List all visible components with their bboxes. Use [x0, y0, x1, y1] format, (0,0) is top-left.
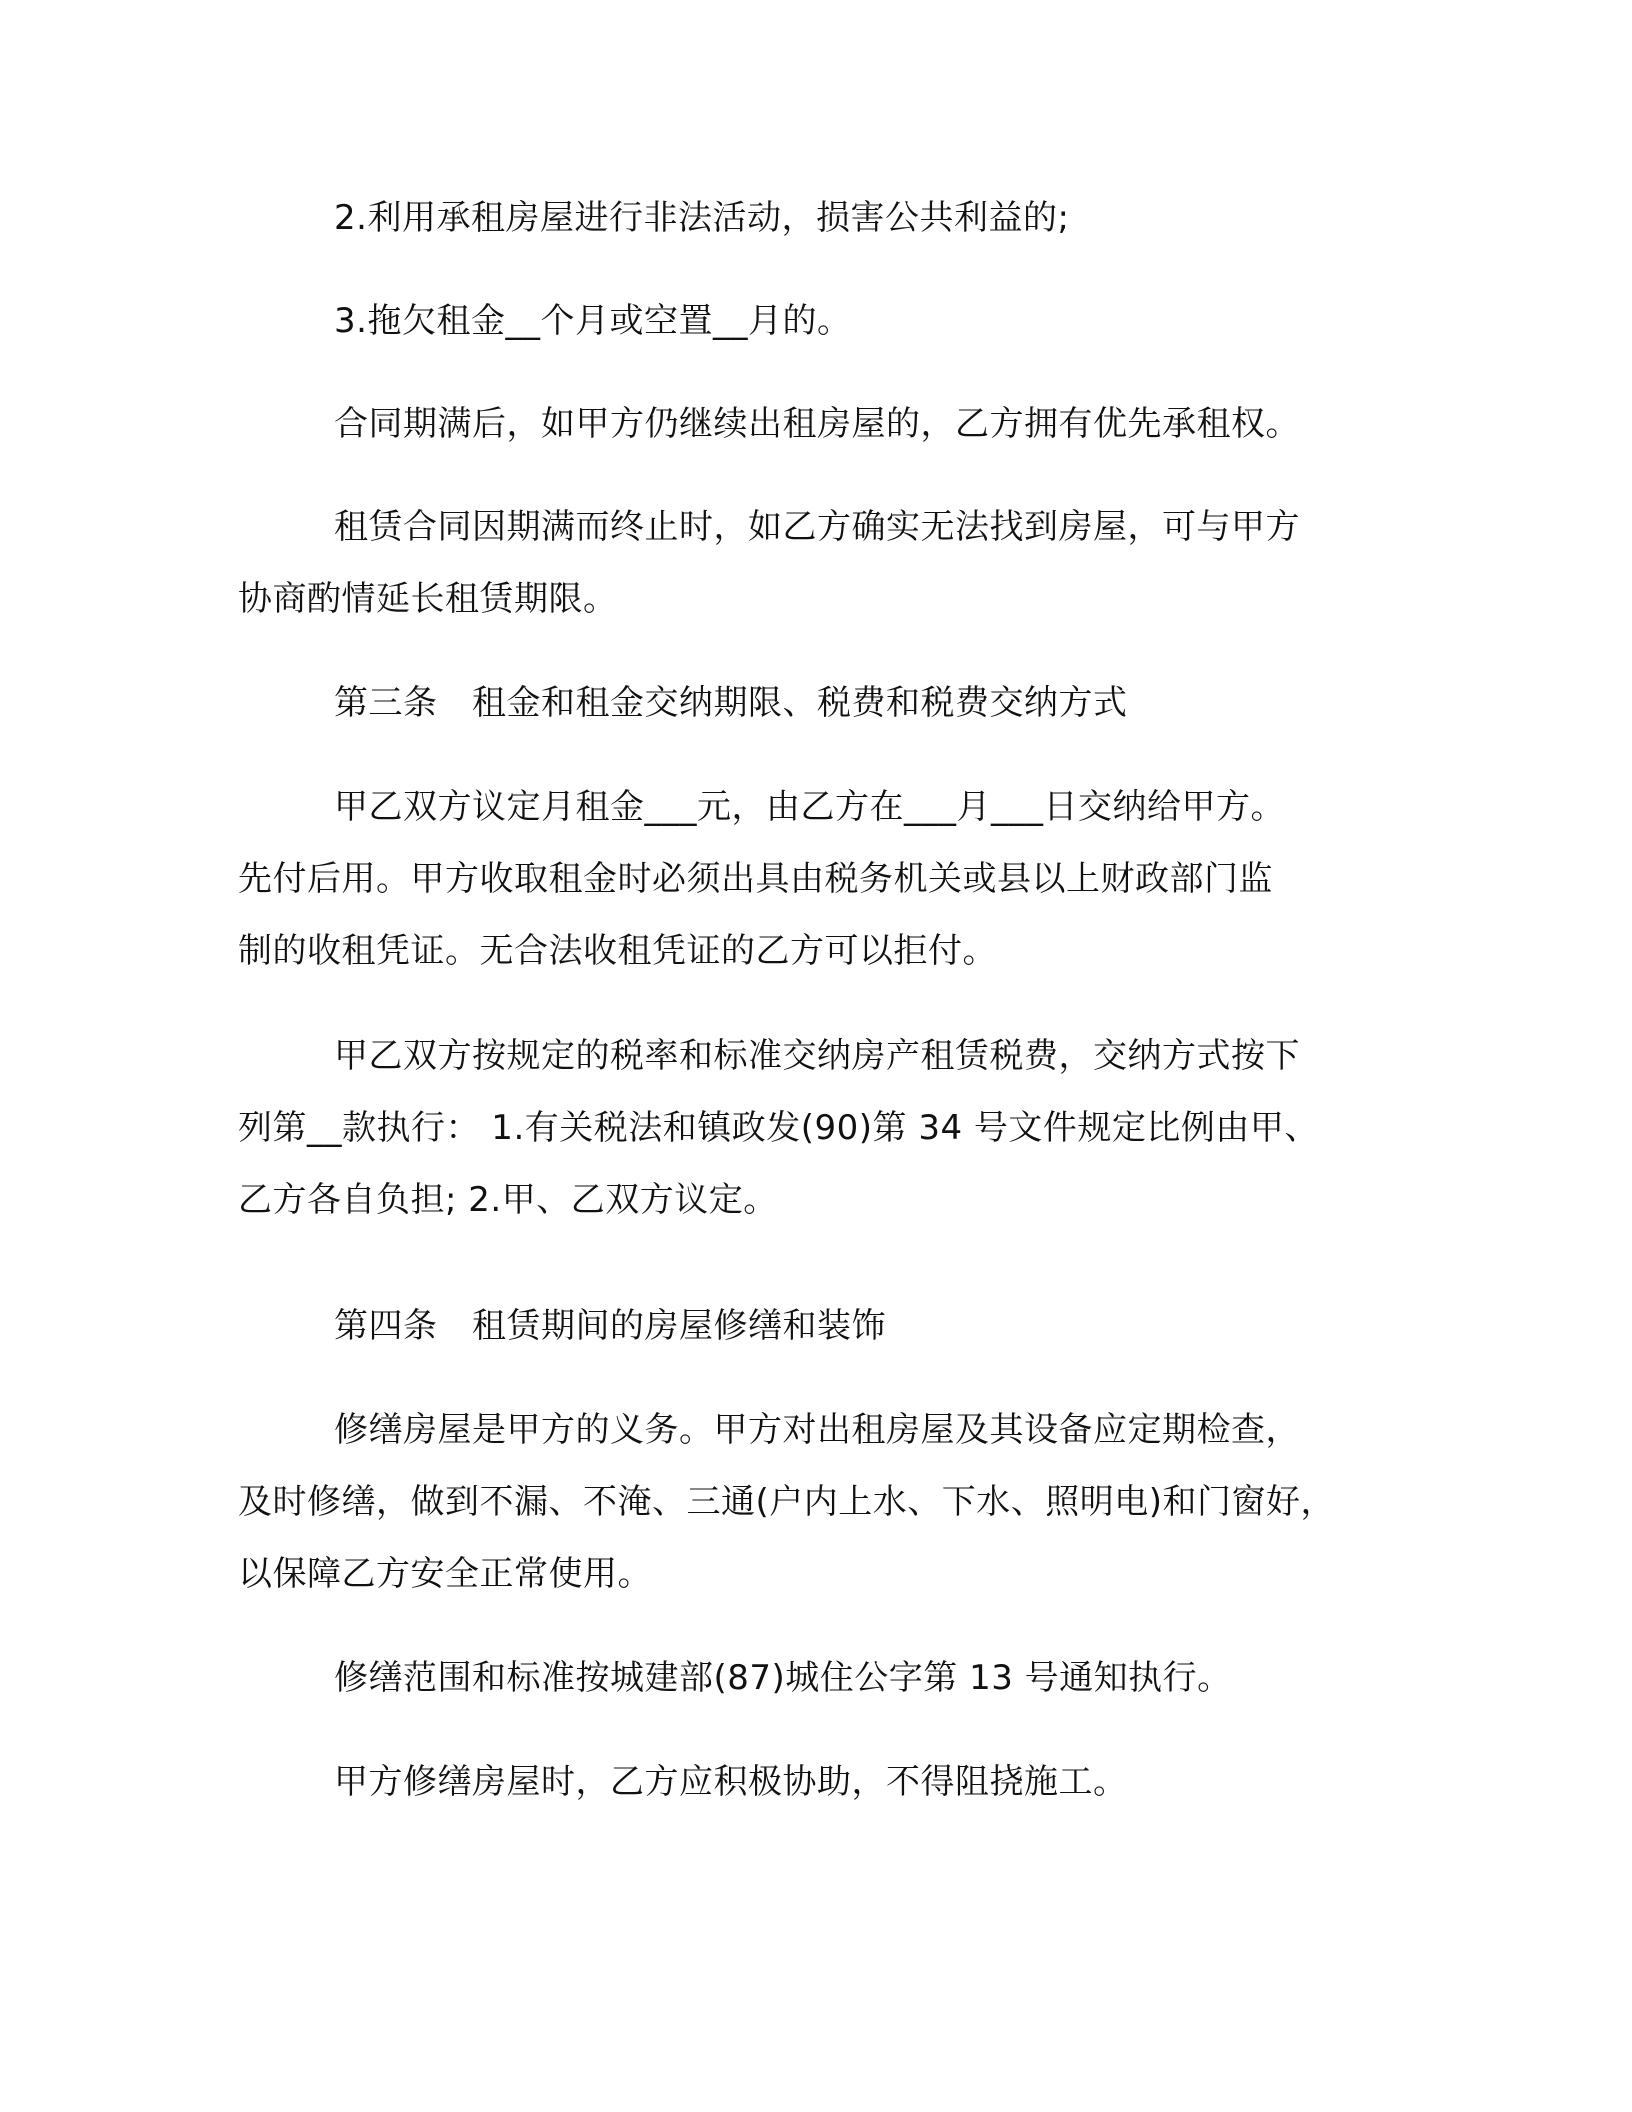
text-line: 第四条 租赁期间的房屋修缮和装饰 [334, 1306, 886, 1346]
text-line: 修缮范围和标准按城建部(87)城住公字第 13 号通知执行。 [334, 1658, 1232, 1698]
para-repair-scope [238, 1642, 1428, 1714]
text-line: 协商酌情延长租赁期限。 [238, 579, 618, 619]
text-line: 列第__款执行： 1.有关税法和镇政发(90)第 34 号文件规定比例由甲、 [238, 1108, 1319, 1148]
para-extension [238, 491, 1428, 635]
text-line: 2.利用承租房屋进行非法活动，损害公共利益的; [334, 198, 1070, 238]
text-line: 制的收租凭证。无合法收租凭证的乙方可以拒付。 [238, 931, 997, 971]
text-line: 3.拖欠租金__个月或空置__月的。 [334, 301, 852, 341]
para-rent-arrears [238, 285, 1428, 357]
text-line: 以保障乙方安全正常使用。 [238, 1554, 652, 1594]
text-line: 先付后用。甲方收取租金时必须出具由税务机关或县以上财政部门监 [238, 859, 1273, 899]
text-line: 甲乙双方议定月租金___元，由乙方在___月___日交纳给甲方。 [334, 787, 1285, 827]
text-line: 租赁合同因期满而终止时，如乙方确实无法找到房屋，可与甲方 [334, 507, 1300, 547]
para-priority-renewal [238, 388, 1428, 460]
para-monthly-rent [238, 771, 1428, 987]
text-line: 合同期满后，如甲方仍继续出租房屋的，乙方拥有优先承租权。 [334, 404, 1300, 444]
article-4-heading [238, 1290, 1428, 1362]
para-repair-duty [238, 1394, 1428, 1610]
para-tax [238, 1020, 1428, 1236]
text-line: 修缮房屋是甲方的义务。甲方对出租房屋及其设备应定期检查， [334, 1410, 1300, 1450]
text-line: 乙方各自负担; 2.甲、乙双方议定。 [238, 1180, 778, 1220]
article-3-heading [238, 667, 1428, 739]
text-line: 甲方修缮房屋时，乙方应积极协助，不得阻挠施工。 [334, 1762, 1128, 1802]
text-line: 及时修缮，做到不漏、不淹、三通(户内上水、下水、照明电)和门窗好， [238, 1482, 1336, 1522]
text-line: 甲乙双方按规定的税率和标准交纳房产租赁税费，交纳方式按下 [334, 1036, 1300, 1076]
para-cooperate [238, 1746, 1428, 1818]
para-illegal-activity [238, 182, 1428, 254]
text-line: 第三条 租金和租金交纳期限、税费和税费交纳方式 [334, 683, 1128, 723]
